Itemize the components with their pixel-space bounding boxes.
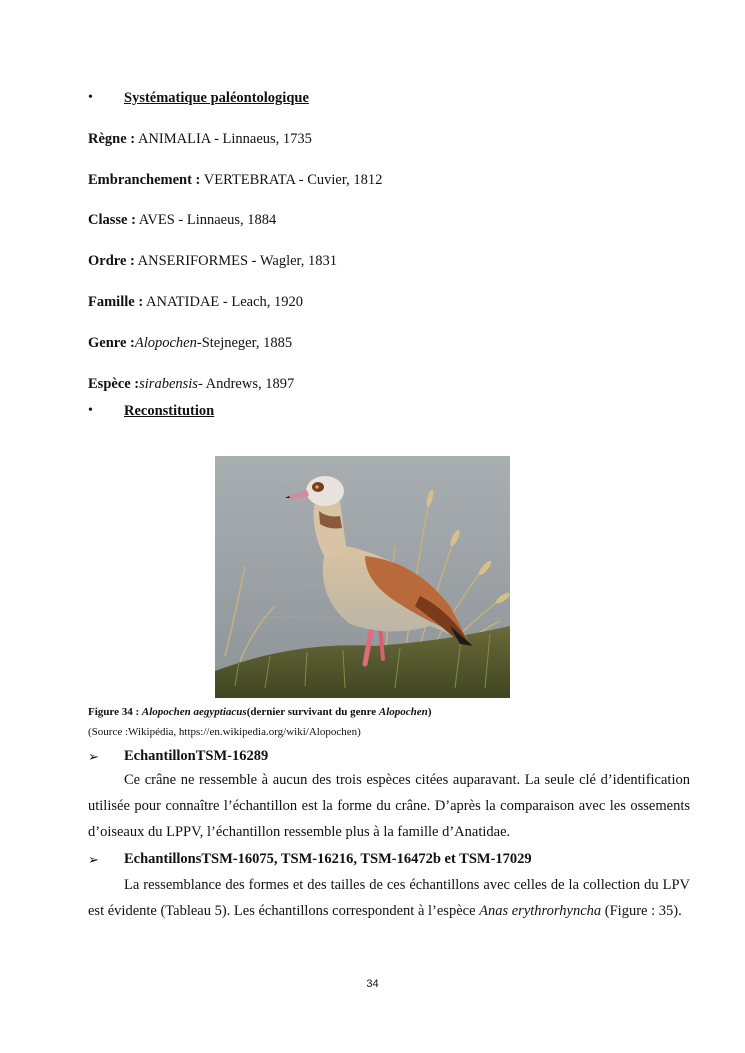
arrow-bullet-icon: ➢ xyxy=(88,852,99,867)
sample1-heading: EchantillonTSM-16289 xyxy=(124,748,269,764)
section-heading-systematique: Systématique paléontologique xyxy=(124,90,309,106)
taxon-famille: Famille : ANATIDAE - Leach, 1920 xyxy=(88,294,304,310)
section-heading-reconstitution: Reconstitution xyxy=(124,403,215,419)
arrow-bullet-icon: ➢ xyxy=(88,749,99,764)
taxon-classe: Classe : AVES - Linnaeus, 1884 xyxy=(88,212,277,228)
figure-caption: Figure 34 : Alopochen aegyptiacus(dernier survivant du genre Alopochen) xyxy=(88,706,432,718)
sample2-paragraph: La ressemblance des formes et des tailles de ces échantillons avec celles de la collection du LPV est évidente (Tableau 5). Les échantillons correspondent à l’espèce Anas erythrorhyncha (Figure : 35). xyxy=(88,877,690,919)
figure-source: (Source :Wikipédia, https://en.wikipedia.org/wiki/Alopochen) xyxy=(88,726,361,738)
taxon-genre: Genre :Alopochen-Stejneger, 1885 xyxy=(88,335,293,351)
egyptian-goose-photo xyxy=(215,456,510,698)
sample1-paragraph: Ce crâne ne ressemble à aucun des trois espèces citées auparavant. La seule clé d’identification utilisée pour connaître l’échantillon est la forme du crâne. D’après la comparaison avec les ossements d’oiseaux du LPPV, l’échantillon ressemble plus à la famille d’Anatidae. xyxy=(88,772,690,840)
taxon-espece: Espèce :sirabensis- Andrews, 1897 xyxy=(88,376,295,392)
taxon-regne: Règne : ANIMALIA - Linnaeus, 1735 xyxy=(88,131,312,147)
bullet-icon: • xyxy=(88,90,93,105)
taxon-ordre: Ordre : ANSERIFORMES - Wagler, 1831 xyxy=(88,253,338,269)
sample2-heading: EchantillonsTSM-16075, TSM-16216, TSM-16472b et TSM-17029 xyxy=(124,851,532,867)
taxon-embranchement: Embranchement : VERTEBRATA - Cuvier, 1812 xyxy=(88,172,383,188)
page-number: 34 xyxy=(366,978,379,990)
bullet-icon: • xyxy=(88,403,93,418)
